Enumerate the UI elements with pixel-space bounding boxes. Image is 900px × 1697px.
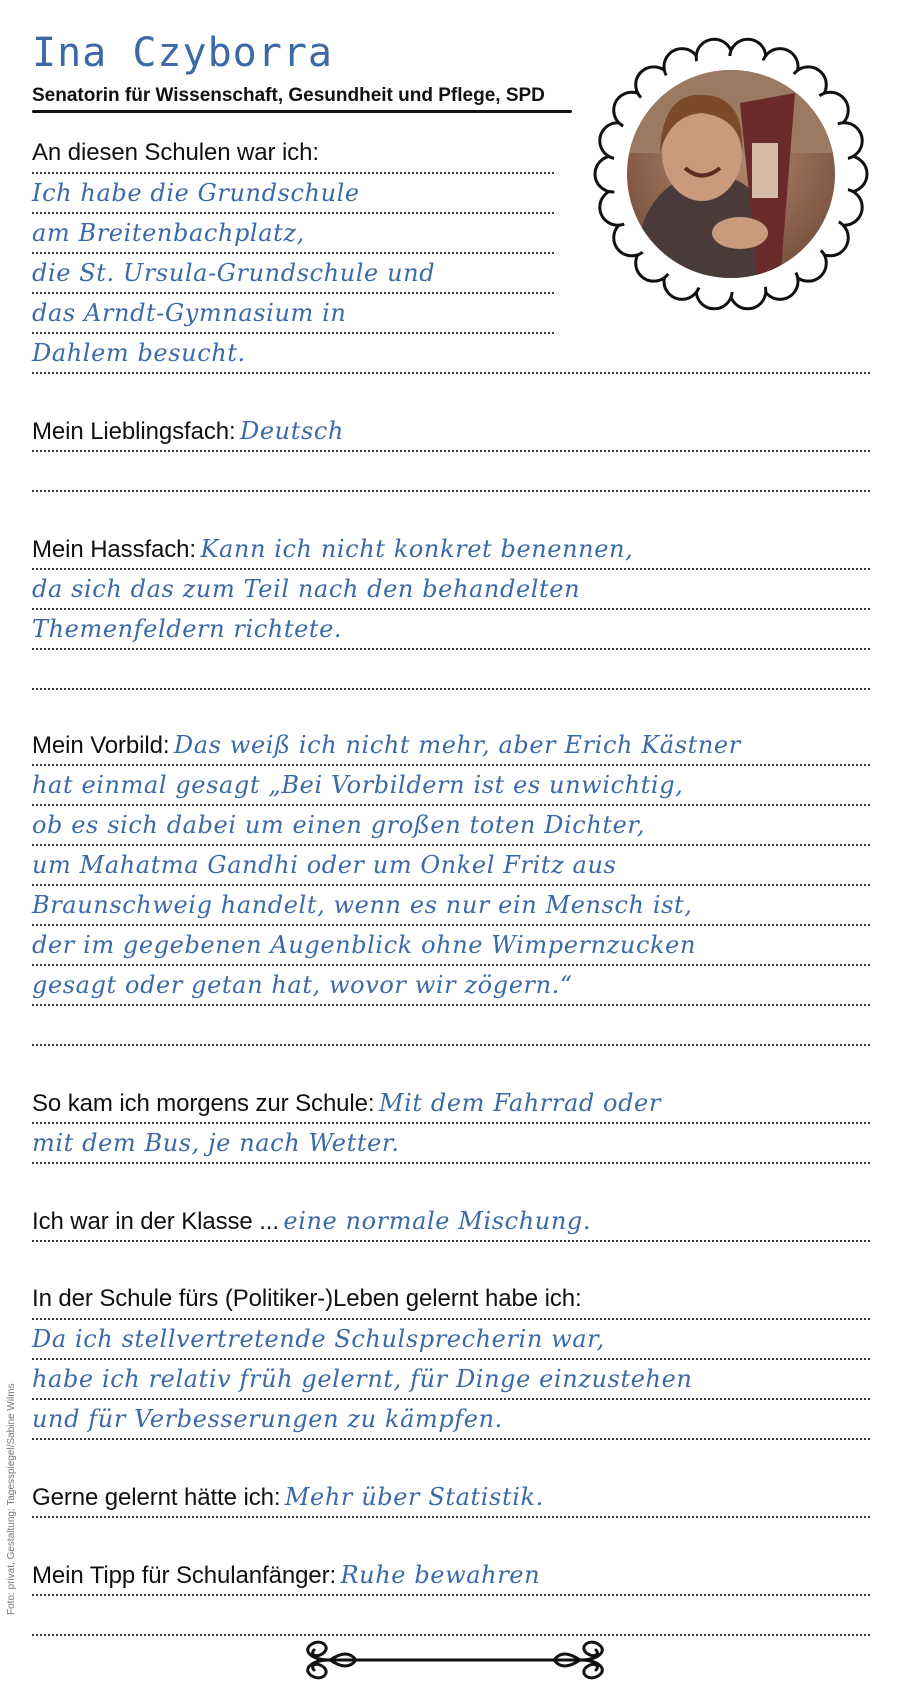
role-model-answer-5: Braunschweig handelt, wenn es nur ein Mensch ist, [32,891,693,919]
childhood-photo [590,33,872,315]
answer-line [32,610,870,650]
schools-label: An diesen Schulen war ich: [32,139,319,166]
answer-line [32,1360,870,1400]
role-model-answer-1: Das weiß ich nicht mehr, aber Erich Kästner [173,731,741,759]
hated-subject-label: Mein Hassfach: [32,536,196,563]
title-underline [32,110,572,113]
favorite-subject-label: Mein Lieblingsfach: [32,418,236,445]
role-model-answer-4: um Mahatma Gandhi oder um Onkel Fritz aus [32,851,617,879]
life-lesson-line [32,1280,870,1320]
answer-line [32,254,554,294]
role-model-answer-6: der im gegebenen Augenblick ohne Wimpernzucken [32,931,697,959]
blank-line [32,452,870,492]
commute-label: So kam ich morgens zur Schule: [32,1090,375,1117]
answer-line [32,214,554,254]
person-role: Senatorin für Wissenschaft, Gesundheit und Pflege, SPD [32,85,545,106]
hated-subject-answer-2: da sich das zum Teil nach den behandelten [32,575,581,603]
role-model-answer-7: gesagt oder getan hat, wovor wir zögern.“ [32,971,573,999]
life-lesson-label: In der Schule fürs (Politiker-)Leben gelernt habe ich: [32,1285,582,1312]
schools-answer-2: am Breitenbachplatz, [32,219,305,247]
favorite-subject-answer: Deutsch [240,417,344,445]
life-lesson-answer-3: und für Verbesserungen zu kämpfen. [32,1405,503,1433]
schools-answer-4: das Arndt-Gymnasium in [32,299,347,327]
answer-line [32,846,870,886]
person-name: Ina Czyborra [32,30,333,76]
answer-line [32,1124,870,1164]
role-model-label: Mein Vorbild: [32,732,170,759]
answer-line [32,766,870,806]
class-type-label: Ich war in der Klasse ... [32,1208,279,1235]
blank-line [32,650,870,690]
role-model-answer-3: ob es sich dabei um einen großen toten Dichter, [32,811,646,839]
role-model-line [32,726,870,766]
answer-line [32,926,870,966]
wish-learned-answer: Mehr über Statistik. [284,1483,544,1511]
answer-line [32,294,554,334]
class-type-answer: eine normale Mischung. [283,1207,592,1235]
answer-line [32,174,554,214]
answer-line [32,334,870,374]
hated-subject-answer-3: Themenfeldern richtete. [32,615,343,643]
role-model-answer-2: hat einmal gesagt „Bei Vorbildern ist es unwichtig, [32,771,684,799]
flourish-divider-icon [290,1630,620,1690]
commute-answer-2: mit dem Bus, je nach Wetter. [32,1129,400,1157]
answer-line [32,1320,870,1360]
class-type-line [32,1202,870,1242]
tip-answer: Ruhe bewahren [340,1561,541,1589]
commute-line [32,1084,870,1124]
schools-label-line [32,134,554,174]
hated-subject-line [32,530,870,570]
blank-line [32,1006,870,1046]
answer-line [32,570,870,610]
answer-line [32,1400,870,1440]
commute-answer-1: Mit dem Fahrrad oder [378,1089,661,1117]
hated-subject-answer-1: Kann ich nicht konkret benennen, [200,535,634,563]
answer-line [32,886,870,926]
favorite-subject-line [32,412,870,452]
scalloped-photo-frame-icon [590,33,872,315]
life-lesson-answer-2: habe ich relativ früh gelernt, für Dinge einzustehen [32,1365,693,1393]
life-lesson-answer-1: Da ich stellvertretende Schulsprecherin war, [32,1325,605,1353]
wish-learned-line [32,1478,870,1518]
answer-line [32,806,870,846]
schools-answer-5: Dahlem besucht. [32,339,246,367]
photo-credit: Foto: privat, Gestaltung: Tagesspiegel/Sabine Wilms [6,1383,17,1615]
schools-answer-3: die St. Ursula-Grundschule und [32,259,436,287]
tip-label: Mein Tipp für Schulanfänger: [32,1562,337,1589]
answer-line [32,966,870,1006]
wish-learned-label: Gerne gelernt hätte ich: [32,1484,281,1511]
tip-line [32,1556,870,1596]
schools-answer-1: Ich habe die Grundschule [32,179,360,207]
